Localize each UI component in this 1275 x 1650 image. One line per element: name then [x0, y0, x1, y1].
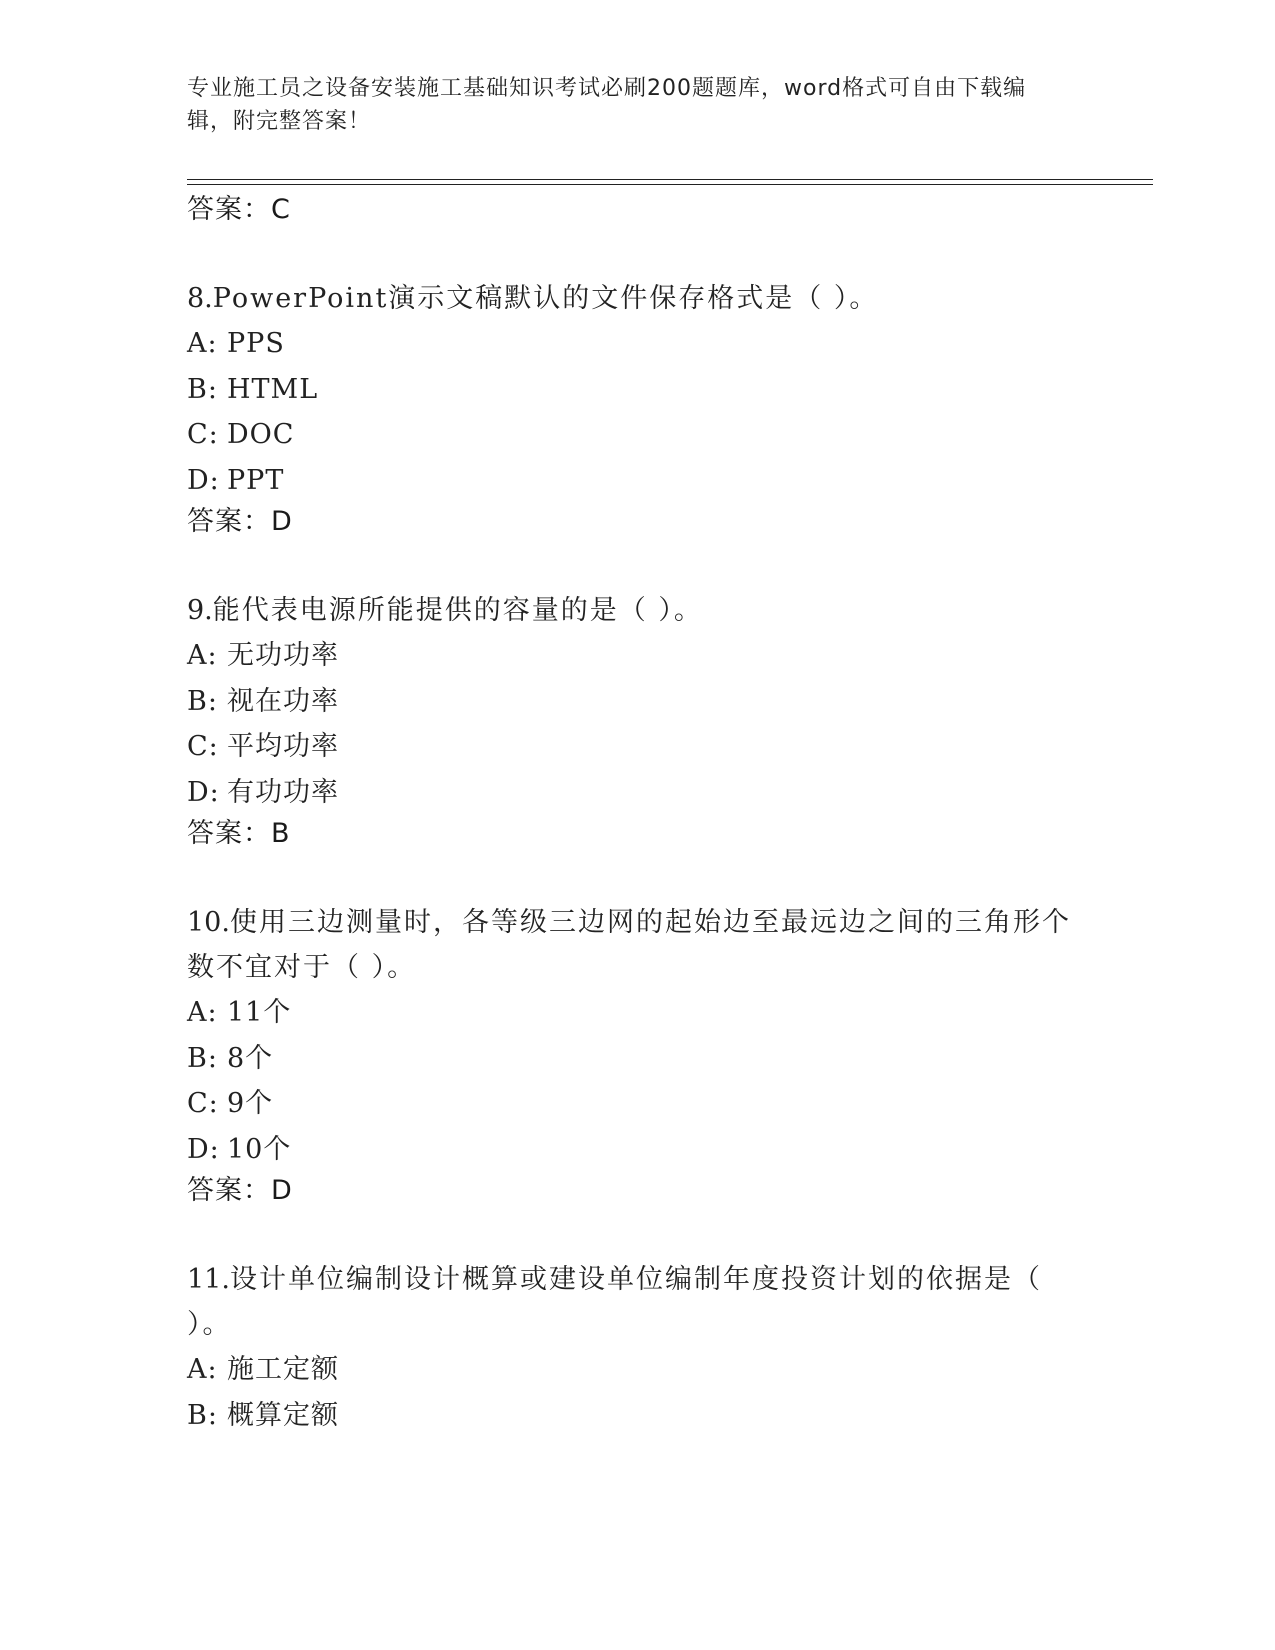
option-text: 有功功率 — [227, 776, 339, 808]
option-key: C: — [187, 419, 219, 450]
answer-line: 答案：D — [187, 506, 293, 537]
option-d — [187, 770, 1087, 816]
question-stem: 使用三边测量时，各等级三边网的起始边至最远边之间的三角形个数不宜对于（ ）。 — [187, 907, 1071, 983]
question-number: 8. — [187, 283, 213, 314]
option-key: B: — [187, 1399, 218, 1431]
option-text: 8个 — [227, 1042, 274, 1074]
option-text: 10个 — [227, 1133, 292, 1165]
question-stem: 能代表电源所能提供的容量的是（ ）。 — [212, 595, 703, 626]
option-key: B: — [187, 1042, 218, 1074]
question-text — [187, 1257, 1087, 1347]
option-key: B: — [187, 685, 218, 717]
question-number: 9. — [187, 595, 213, 626]
option-a — [187, 990, 1087, 1036]
option-key: C: — [187, 1088, 219, 1119]
option-key: D: — [187, 776, 220, 808]
header-rule-top — [187, 179, 1153, 180]
question-number: 10. — [187, 907, 230, 938]
option-c — [187, 1081, 1087, 1127]
option-b — [187, 1393, 1087, 1439]
spacer — [187, 1209, 1087, 1257]
question-list — [187, 191, 1087, 1438]
question-block — [187, 588, 1087, 852]
question-number: 11. — [187, 1264, 230, 1295]
spacer — [187, 540, 1087, 588]
answer-line: 答案：B — [187, 818, 291, 849]
spacer — [187, 852, 1087, 900]
option-key: B: — [187, 373, 218, 405]
question-text — [187, 900, 1087, 990]
option-text: 概算定额 — [227, 1399, 339, 1431]
option-d — [187, 458, 1087, 504]
option-key: A: — [187, 997, 218, 1028]
option-text: DOC — [227, 419, 295, 450]
option-b — [187, 1036, 1087, 1082]
question-block — [187, 1257, 1087, 1438]
option-text: 无功功率 — [227, 640, 339, 671]
option-b — [187, 679, 1087, 725]
option-c — [187, 412, 1087, 458]
option-d — [187, 1127, 1087, 1173]
option-key: A: — [187, 1354, 218, 1385]
option-text: PPT — [227, 464, 285, 496]
option-b — [187, 367, 1087, 413]
option-text: 视在功率 — [227, 685, 339, 717]
option-key: A: — [187, 328, 218, 359]
answer-line: 答案：C — [187, 194, 291, 225]
document-header — [187, 72, 1067, 138]
option-a — [187, 633, 1087, 679]
document-title: 专业施工员之设备安装施工基础知识考试必刷200题题库，word格式可自由下载编辑，附完整答案！ — [187, 76, 1027, 134]
option-text: 11个 — [227, 997, 292, 1028]
option-key: C: — [187, 731, 219, 762]
question-stem: 设计单位编制设计概算或建设单位编制年度投资计划的依据是（ ）。 — [187, 1264, 1042, 1340]
option-text: PPS — [227, 328, 285, 359]
option-a — [187, 1347, 1087, 1393]
header-rule-bottom — [187, 184, 1153, 185]
option-a — [187, 321, 1087, 367]
option-text: 施工定额 — [227, 1354, 339, 1385]
option-text: 9个 — [227, 1088, 274, 1119]
option-text: 平均功率 — [227, 731, 339, 762]
question-text — [187, 588, 1087, 633]
spacer — [187, 228, 1087, 276]
question-block — [187, 900, 1087, 1209]
option-key: D: — [187, 464, 220, 496]
option-key: A: — [187, 640, 218, 671]
option-key: D: — [187, 1133, 220, 1165]
question-block — [187, 276, 1087, 540]
question-text — [187, 276, 1087, 321]
question-stem: PowerPoint演示文稿默认的文件保存格式是（ ）。 — [212, 283, 879, 314]
answer-line: 答案：D — [187, 1175, 293, 1206]
option-c — [187, 724, 1087, 770]
option-text: HTML — [227, 373, 319, 405]
